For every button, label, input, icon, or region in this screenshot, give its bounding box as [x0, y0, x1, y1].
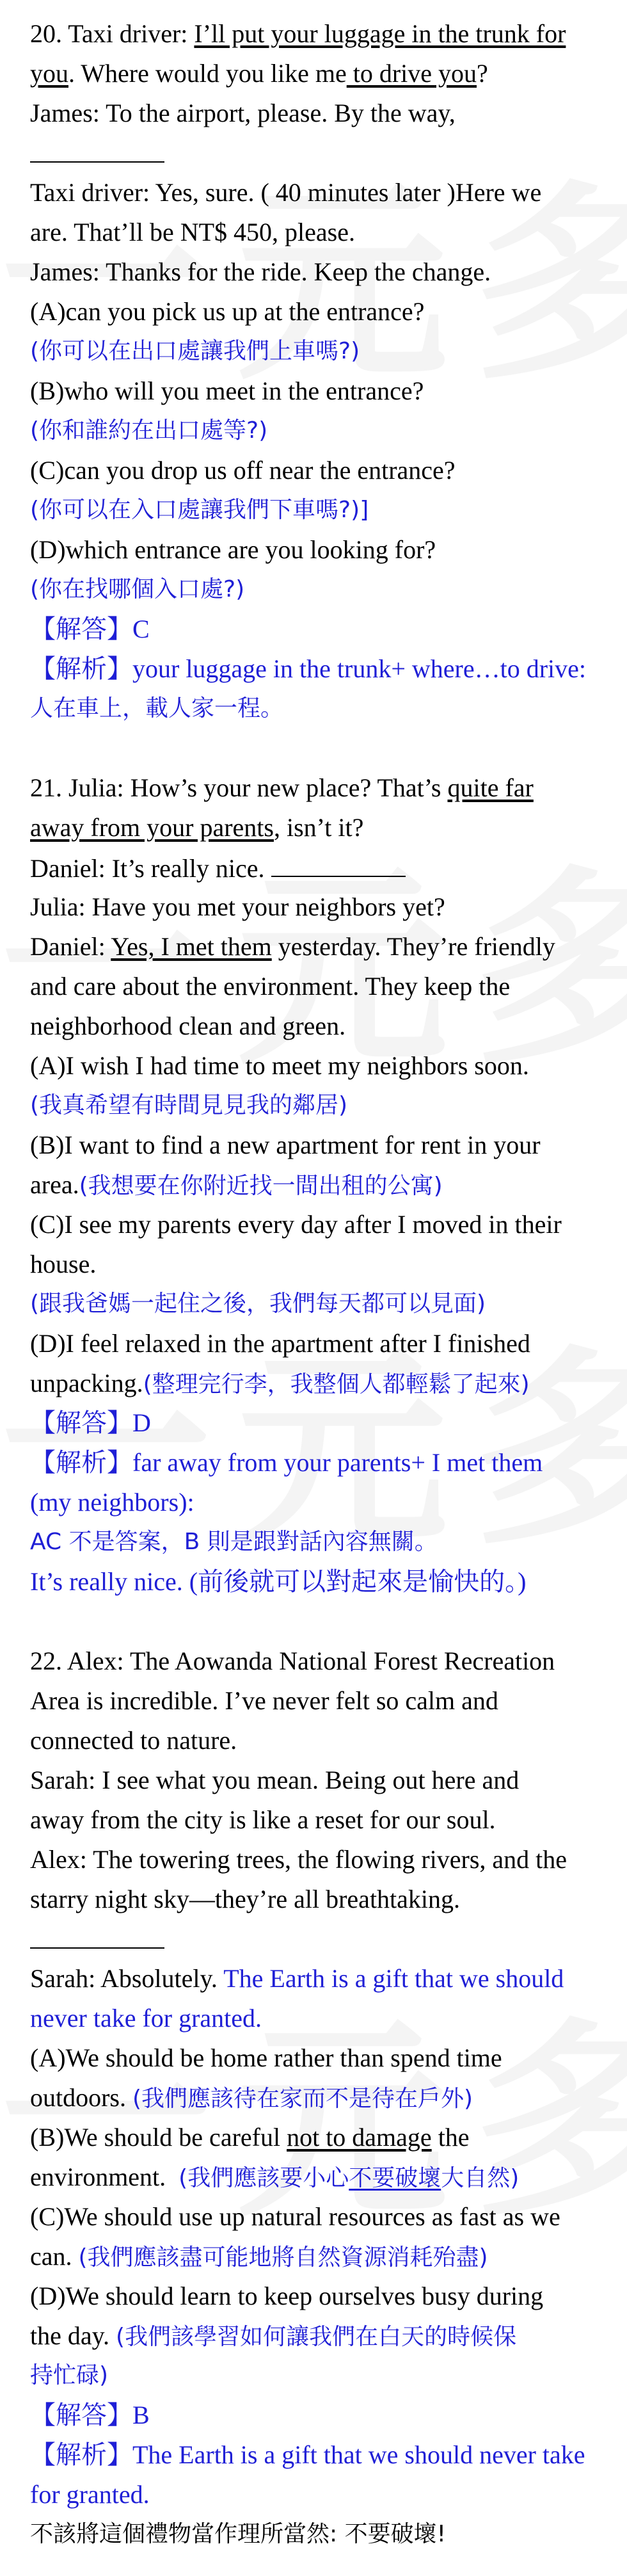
q20-option-b-translation: (你和誰約在出口處等?) [30, 417, 268, 444]
q21-option-d-cont [30, 1364, 606, 1403]
q22-underlined-damage: not to damage [287, 2123, 432, 2152]
q21-option-c-cont: house. [30, 1250, 97, 1278]
q20-line-1 [30, 14, 606, 54]
q22-option-c: (C)We should use up natural resources as fast as we [30, 2202, 560, 2231]
spacer [30, 729, 606, 768]
q22-text: the day. [30, 2321, 116, 2350]
q22-option-c-translation: (我們應該盡可能地將自然資源消耗殆盡) [78, 2244, 488, 2271]
q22-option-b-translation: (我們應該要小心 [179, 2165, 349, 2191]
q20-text: . Where would you like me [68, 59, 347, 88]
q20-underlined-phrase: I’ll put your luggage in the trunk for [194, 19, 566, 48]
q20-option-d: (D)which entrance are you looking for? [30, 535, 436, 564]
question-20 [30, 14, 606, 729]
q21-text: Daniel: [30, 932, 111, 961]
q21-underlined-phrase: quite far [447, 773, 534, 802]
q22-line-4: Sarah: I see what you mean. Being out here and [30, 1766, 520, 1794]
q22-explanation-3: 不該將這個禮物當作理所當然: 不要破壞! [30, 2521, 447, 2547]
q22-answer: 【解答】B [30, 2401, 150, 2429]
q21-text: yesterday. They’re friendly [271, 932, 555, 961]
q21-option-b-translation: (我想要在你附近找一間出租的公寓) [79, 1173, 443, 1199]
q21-explanation-4: It’s really nice. (前後就可以對起來是愉快的。) [30, 1567, 527, 1596]
q22-option-c-cont [30, 2237, 606, 2276]
q21-option-a: (A)I wish I had time to meet my neighbors soon. [30, 1051, 529, 1080]
q21-line-4: Julia: Have you met your neighbors yet? [30, 892, 445, 921]
q20-option-b: (B)who will you meet in the entrance? [30, 376, 424, 405]
question-21 [30, 768, 606, 1602]
q22-explanation-1: 【解析】The Earth is a gift that we should never take [30, 2440, 585, 2469]
q20-option-d-translation: (你在找哪個入口處?) [30, 576, 245, 602]
q22-option-d-cont [30, 2316, 606, 2356]
q21-option-b-cont [30, 1165, 606, 1205]
q22-option-a-translation: (我們應該待在家而不是待在戶外) [132, 2086, 473, 2112]
q22-line-7: starry night sky—they’re all breathtaking. [30, 1885, 461, 1913]
q20-underlined-drive: to drive you [346, 59, 477, 88]
q20-answer-blank [30, 133, 606, 173]
q20-explanation-1: 【解析】your luggage in the trunk+ where…to drive: [30, 654, 587, 683]
q20-line-2 [30, 54, 606, 93]
q21-line-7: neighborhood clean and green. [30, 1011, 346, 1040]
q22-text: environment. [30, 2162, 179, 2191]
q20-answer: 【解答】C [30, 615, 150, 643]
q21-explanation-3: AC 不是答案，B 則是跟對話內容無關。 [30, 1529, 438, 1555]
q22-text: can. [30, 2242, 79, 2271]
q21-explanation-1: 【解析】far away from your parents+ I met them [30, 1448, 543, 1477]
q21-line-2 [30, 808, 606, 848]
q22-text: outdoors. [30, 2083, 132, 2112]
q22-option-b-translation-underlined: 不要破壞 [349, 2165, 441, 2191]
q22-option-a-cont [30, 2078, 606, 2118]
blank-line [30, 133, 164, 163]
q22-option-d-translation-cont: 持忙碌) [30, 2362, 109, 2388]
q20-option-c: (C)can you drop us off near the entrance? [30, 456, 456, 485]
q22-option-b [30, 2118, 606, 2157]
q21-text: unpacking. [30, 1369, 143, 1397]
q20-underlined-you: you [30, 59, 68, 88]
q21-option-d: (D)I feel relaxed in the apartment after I finished [30, 1329, 530, 1358]
q21-text: area. [30, 1170, 79, 1199]
q21-option-c-translation: (跟我爸媽一起住之後，我們每天都可以見面) [30, 1291, 486, 1317]
q22-explanation-2: for granted. [30, 2480, 150, 2509]
q21-line-5 [30, 927, 606, 967]
q22-option-b-translation-end: 大自然) [441, 2165, 520, 2191]
q20-explanation-2: 人在車上，載人家一程。 [30, 695, 284, 721]
q22-answer-blank [30, 1919, 606, 1959]
q21-text: , isn’t it? [273, 813, 364, 842]
q22-line-9 [30, 1959, 606, 1999]
q21-text: 21. Julia: How’s your new place? That’s [30, 773, 448, 802]
q22-option-a: (A)We should be home rather than spend time [30, 2043, 502, 2072]
q21-answer: 【解答】D [30, 1408, 151, 1437]
q22-option-d-translation: (我們該學習如何讓我們在白天的時候保 [116, 2324, 517, 2350]
q22-line-3: connected to nature. [30, 1726, 237, 1755]
q21-option-c: (C)I see my parents every day after I moved in their [30, 1210, 562, 1239]
q22-text: Sarah: Absolutely. [30, 1964, 224, 1993]
q21-underlined-met: Yes, I met them [111, 932, 272, 961]
q21-underlined-parents: away from your parents [30, 813, 274, 842]
q20-speaker-taxi: 20. Taxi driver: [30, 19, 194, 48]
q21-option-b: (B)I want to find a new apartment for rent in your [30, 1131, 541, 1159]
blank-line [271, 848, 406, 877]
q20-line-3: James: To the airport, please. By the way, [30, 99, 456, 127]
q21-text: Daniel: It’s really nice. [30, 854, 271, 883]
q21-explanation-2: (my neighbors): [30, 1488, 194, 1517]
blank-line [30, 1919, 164, 1949]
document-body [30, 14, 606, 2554]
spacer [30, 1602, 606, 1641]
q20-option-a: (A)can you pick us up at the entrance? [30, 297, 425, 326]
q20-option-c-translation: (你可以在入口處讓我們下車嗎?)] [30, 497, 369, 523]
q22-option-b-cont [30, 2157, 606, 2197]
q22-line-10: never take for granted. [30, 2004, 262, 2033]
question-22 [30, 1641, 606, 2554]
q22-key-sentence: The Earth is a gift that we should [223, 1964, 564, 1993]
q21-option-d-translation: (整理完行李，我整個人都輕鬆了起來) [143, 1371, 530, 1397]
q20-line-5: Taxi driver: Yes, sure. ( 40 minutes later )Here we [30, 178, 542, 207]
q22-line-1: 22. Alex: The Aowanda National Forest Recreation [30, 1646, 555, 1675]
q22-text: (B)We should be careful [30, 2123, 287, 2152]
q21-line-1 [30, 768, 606, 808]
q21-line-6: and care about the environment. They keep the [30, 972, 511, 1001]
q20-line-7: James: Thanks for the ride. Keep the change. [30, 257, 491, 286]
q22-line-6: Alex: The towering trees, the flowing rivers, and the [30, 1845, 567, 1874]
q22-text: the [431, 2123, 470, 2152]
q20-line-6: are. That’ll be NT$ 450, please. [30, 218, 355, 246]
q21-option-a-translation: (我真希望有時間見見我的鄰居) [30, 1092, 348, 1118]
q22-line-5: away from the city is like a reset for our soul. [30, 1805, 496, 1834]
q20-option-a-translation: (你可以在出口處讓我們上車嗎?) [30, 338, 360, 364]
q22-line-2: Area is incredible. I’ve never felt so calm and [30, 1686, 498, 1715]
q20-text: ? [477, 59, 488, 88]
q21-line-3 [30, 848, 606, 887]
q22-option-d: (D)We should learn to keep ourselves busy during [30, 2282, 544, 2310]
